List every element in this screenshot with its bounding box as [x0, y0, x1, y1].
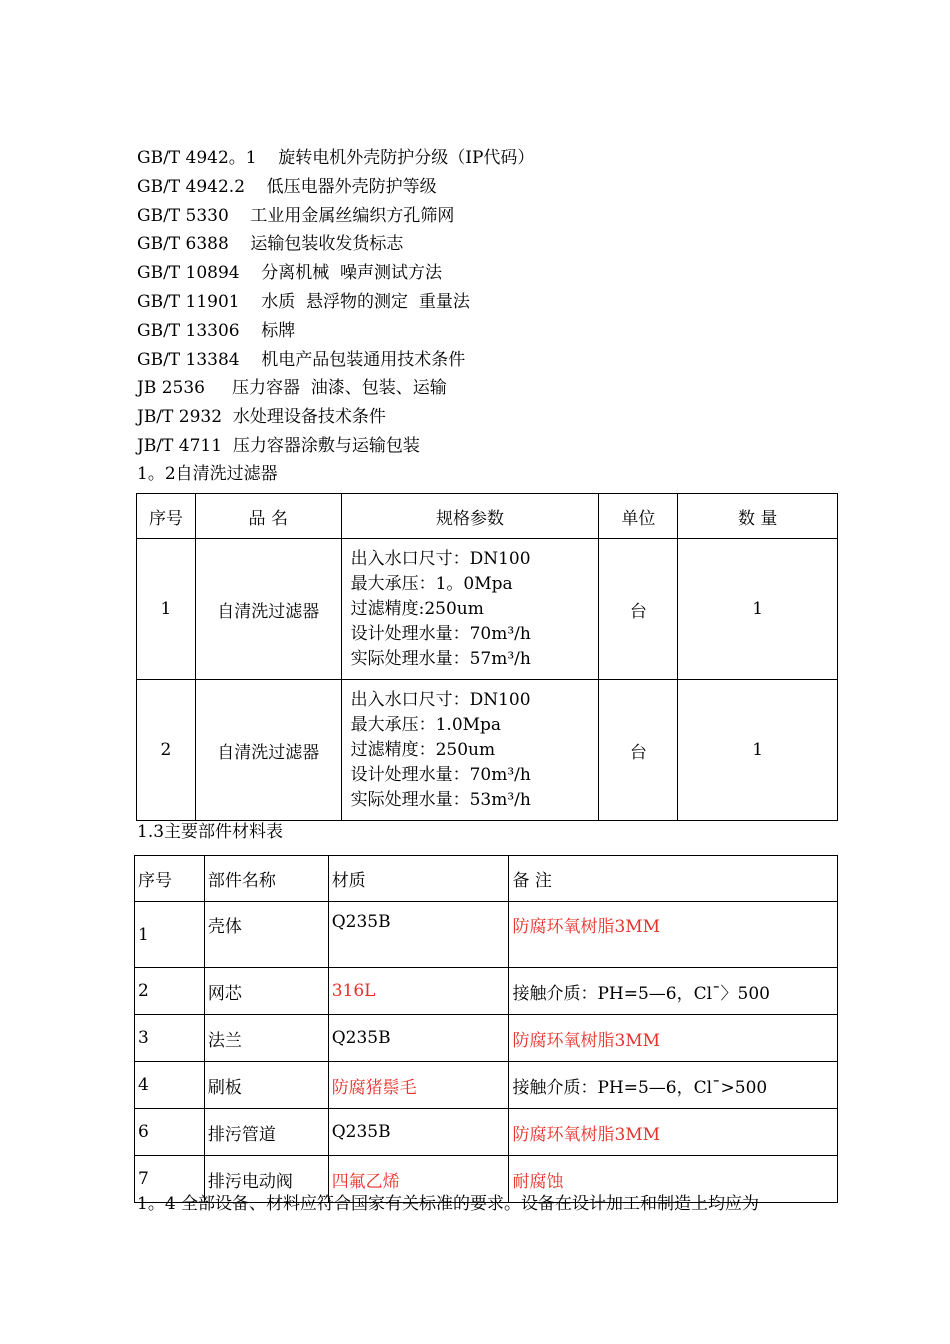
column-header: 品 名 — [195, 494, 341, 539]
standard-item: GB/T 10894 分离机械 噪声测试方法 — [137, 263, 443, 284]
standard-item: GB/T 6388 运输包装收发货标志 — [137, 234, 404, 255]
spec-line: 过滤精度：250um — [350, 739, 496, 760]
part-name: 网芯 — [204, 968, 328, 1015]
note-cell: 耐腐蚀 — [509, 1156, 838, 1203]
table-row — [135, 1015, 838, 1062]
column-header: 序号 — [137, 494, 196, 539]
spec-line: 设计处理水量：70m³/h — [350, 764, 531, 785]
table-row — [137, 680, 838, 821]
row-number: 7 — [135, 1156, 205, 1203]
section-heading-1-2: 1。2自清洗过滤器 — [137, 464, 278, 484]
table-row — [135, 902, 838, 968]
standard-item: GB/T 4942.2 低压电器外壳防护等级 — [137, 176, 437, 197]
standard-item: GB/T 5330 工业用金属丝编织方孔筛网 — [137, 205, 455, 226]
table-row — [135, 1109, 838, 1156]
spec-cell — [341, 680, 599, 821]
spec-line: 实际处理水量：57m³/h — [350, 648, 531, 669]
product-name: 自清洗过滤器 — [195, 680, 341, 821]
note-cell: 防腐环氧树脂3MM — [509, 1015, 838, 1062]
material-cell: Q235B — [328, 902, 509, 968]
column-header: 单位 — [599, 494, 678, 539]
table-row — [137, 539, 838, 680]
standard-item: GB/T 11901 水质 悬浮物的测定 重量法 — [137, 291, 470, 312]
section-paragraph-1-4: 1。4 全部设备、材料应符合国家有关标准的要求。设备在设计加工和制造上均应为 — [137, 1194, 760, 1214]
spec-line: 出入水口尺寸：DN100 — [350, 548, 531, 569]
column-header: 备 注 — [509, 856, 838, 902]
row-number: 6 — [135, 1109, 205, 1156]
column-header: 序号 — [135, 856, 205, 902]
part-name: 排污管道 — [204, 1109, 328, 1156]
part-name: 法兰 — [204, 1015, 328, 1062]
note-cell: 接触介质：PH=5—6，Cl¯〉500 — [509, 968, 838, 1015]
materials-table — [134, 855, 838, 1203]
row-number: 2 — [135, 968, 205, 1015]
column-header: 材质 — [328, 856, 509, 902]
spec-line: 出入水口尺寸：DN100 — [350, 689, 531, 710]
table-header-row — [135, 856, 838, 902]
note-cell: 接触介质：PH=5—6，Cl¯>500 — [509, 1062, 838, 1109]
row-number: 4 — [135, 1062, 205, 1109]
material-cell: Q235B — [328, 1109, 509, 1156]
spec-line: 过滤精度:250um — [350, 598, 484, 619]
part-name: 壳体 — [204, 902, 328, 968]
row-number: 3 — [135, 1015, 205, 1062]
table-row — [135, 968, 838, 1015]
note-cell: 防腐环氧树脂3MM — [509, 902, 838, 968]
material-cell: 防腐猪鬃毛 — [328, 1062, 509, 1109]
column-header: 部件名称 — [204, 856, 328, 902]
spec-line: 最大承压：1.0Mpa — [350, 714, 502, 735]
unit-cell: 台 — [599, 680, 678, 821]
row-number: 2 — [137, 680, 196, 821]
filter-spec-table — [136, 493, 838, 821]
quantity-cell: 1 — [678, 539, 838, 680]
column-header: 规格参数 — [341, 494, 599, 539]
spec-line: 设计处理水量：70m³/h — [350, 623, 531, 644]
table-row — [135, 1062, 838, 1109]
spec-line: 最大承压：1。0Mpa — [350, 573, 513, 594]
row-number: 1 — [137, 539, 196, 680]
material-cell: Q235B — [328, 1015, 509, 1062]
section-heading-1-3: 1.3主要部件材料表 — [137, 822, 284, 842]
unit-cell: 台 — [599, 539, 678, 680]
part-name: 刷板 — [204, 1062, 328, 1109]
spec-cell — [341, 539, 599, 680]
column-header: 数 量 — [678, 494, 838, 539]
standard-item: GB/T 13384 机电产品包装通用技术条件 — [137, 349, 466, 370]
standard-item: GB/T 13306 标牌 — [137, 320, 296, 341]
row-number: 1 — [135, 902, 205, 968]
standard-item: JB/T 4711 压力容器涂敷与运输包装 — [137, 435, 420, 456]
product-name: 自清洗过滤器 — [195, 539, 341, 680]
part-name: 排污电动阀 — [204, 1156, 328, 1203]
standard-item: JB 2536 压力容器 油漆、包装、运输 — [137, 378, 447, 399]
note-cell: 防腐环氧树脂3MM — [509, 1109, 838, 1156]
material-cell: 四氟乙烯 — [328, 1156, 509, 1203]
material-cell: 316L — [328, 968, 509, 1015]
standards-list — [137, 144, 534, 461]
spec-line: 实际处理水量：53m³/h — [350, 789, 531, 810]
standard-item: JB/T 2932 水处理设备技术条件 — [137, 407, 386, 428]
standard-item: GB/T 4942。1 旋转电机外壳防护分级（IP代码） — [137, 148, 535, 168]
quantity-cell: 1 — [678, 680, 838, 821]
table-header-row — [137, 494, 838, 539]
